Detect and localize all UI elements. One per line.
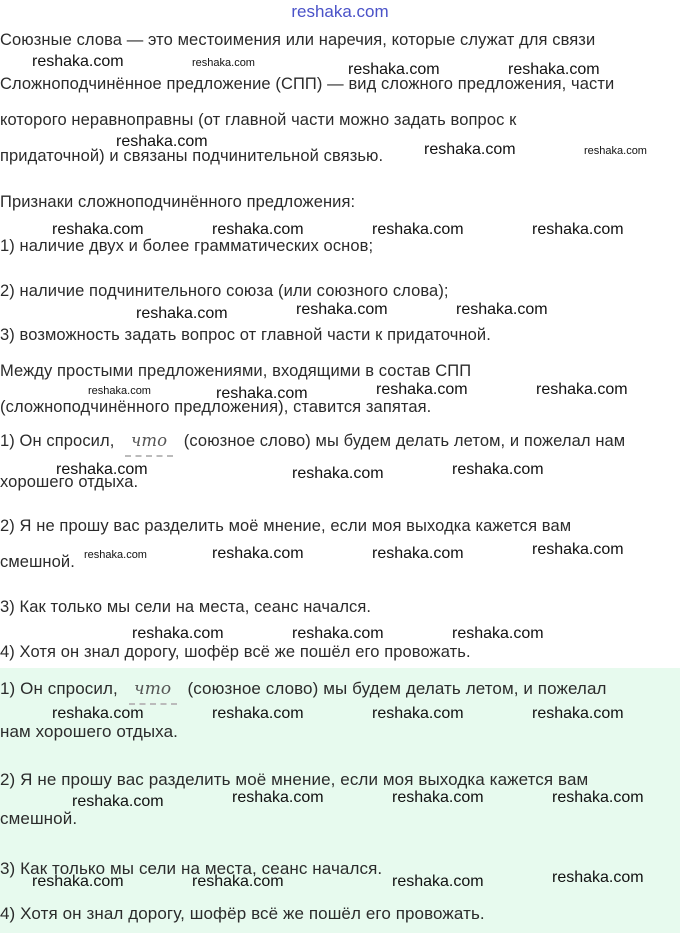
answer-3: 3) Как только мы сели на места, сеанс начался. [0,859,383,878]
watermark: reshaka.com [536,381,628,398]
task-example-4: 4) Хотя он знал дорогу, шофёр всё же пошёл его провожать. [0,643,471,661]
watermark: reshaka.com [532,221,624,238]
watermark: reshaka.com [212,221,304,238]
answer-2-line-2: смешной. [0,809,78,828]
watermark: reshaka.com [52,705,144,722]
sign-item-1: 1) наличие двух и более грамматических основ; [0,237,374,255]
task-example-3: 3) Как только мы сели на места, сеанс начался. [0,598,372,616]
site-header-link[interactable]: reshaka.com [291,2,389,21]
answer-1-line-2: нам хорошего отдыха. [0,722,178,741]
task-example-1 [0,431,625,451]
handwritten-word [123,679,183,699]
sign-item-3: 3) возможность задать вопрос от главной части к придаточной. [0,326,491,344]
answer-1-prefix: 1) Он спросил, [0,679,118,698]
intro-line-1: Союзные слова — это местоимения или наречия, которые служат для связи [0,31,596,49]
watermark: reshaka.com [232,789,324,806]
intro-line-4: придаточной) и связаны подчинительной связью. [0,147,384,165]
watermark: reshaka.com [32,873,124,890]
task-example-2-line-2: смешной. [0,553,75,571]
watermark: reshaka.com [192,873,284,890]
watermark: reshaka.com [88,385,151,397]
watermark: reshaka.com [292,625,384,642]
handwritten-word-text: что [134,679,172,699]
watermark: reshaka.com [372,705,464,722]
watermark: reshaka.com [56,461,148,478]
watermark: reshaka.com [372,221,464,238]
watermark: reshaka.com [424,141,516,158]
watermark: reshaka.com [376,381,468,398]
watermark: reshaka.com [132,625,224,642]
watermark: reshaka.com [452,461,544,478]
watermark: reshaka.com [192,57,255,69]
watermark: reshaka.com [392,789,484,806]
answer-1-suffix: (союзное слово) мы будем делать летом, и пожелал [187,679,607,698]
watermark: reshaka.com [212,545,304,562]
watermark: reshaka.com [392,873,484,890]
comma-rule-line-2: (сложноподчинённого предложения), ставится запятая. [0,398,432,416]
watermark: reshaka.com [584,145,647,157]
watermark: reshaka.com [456,301,548,318]
task-example-1-line-2: хорошего отдыха. [0,473,139,491]
task-example-1-prefix: 1) Он спросил, [0,432,115,450]
handwritten-word-text: что [131,431,168,450]
watermark: reshaka.com [372,545,464,562]
signs-heading: Признаки сложноподчинённого предложения: [0,193,356,211]
handwritten-word [119,431,179,451]
watermark: reshaka.com [136,305,228,322]
watermark: reshaka.com [52,221,144,238]
watermark: reshaka.com [532,541,624,558]
watermark: reshaka.com [292,465,384,482]
watermark: reshaka.com [532,705,624,722]
intro-line-2: Сложноподчинённое предложение (СПП) — вид сложного предложения, части [0,75,615,93]
watermark: reshaka.com [72,793,164,810]
watermark: reshaka.com [84,549,147,561]
answer-4: 4) Хотя он знал дорогу, шофёр всё же пошёл его провожать. [0,904,485,923]
watermark: reshaka.com [216,385,308,402]
task-example-1-suffix: (союзное слово) мы будем делать летом, и пожелал нам [183,432,626,450]
watermark: reshaka.com [348,61,440,78]
intro-line-3: которого неравноправны (от главной части можно задать вопрос к [0,111,517,129]
watermark: reshaka.com [552,869,644,886]
sign-item-2: 2) наличие подчинительного союза (или союзного слова); [0,282,449,300]
dashed-underline [125,455,173,457]
watermark: reshaka.com [32,53,124,70]
comma-rule-line-1: Между простыми предложениями, входящими в состав СПП [0,362,472,380]
answer-2-line-1: 2) Я не прошу вас разделить моё мнение, если моя выходка кажется вам [0,770,589,789]
task-example-2-line-1: 2) Я не прошу вас разделить моё мнение, если моя выходка кажется вам [0,517,572,535]
watermark: reshaka.com [508,61,600,78]
watermark: reshaka.com [452,625,544,642]
watermark: reshaka.com [116,133,208,150]
watermark: reshaka.com [212,705,304,722]
watermark: reshaka.com [296,301,388,318]
watermark: reshaka.com [552,789,644,806]
answer-1 [0,679,607,699]
